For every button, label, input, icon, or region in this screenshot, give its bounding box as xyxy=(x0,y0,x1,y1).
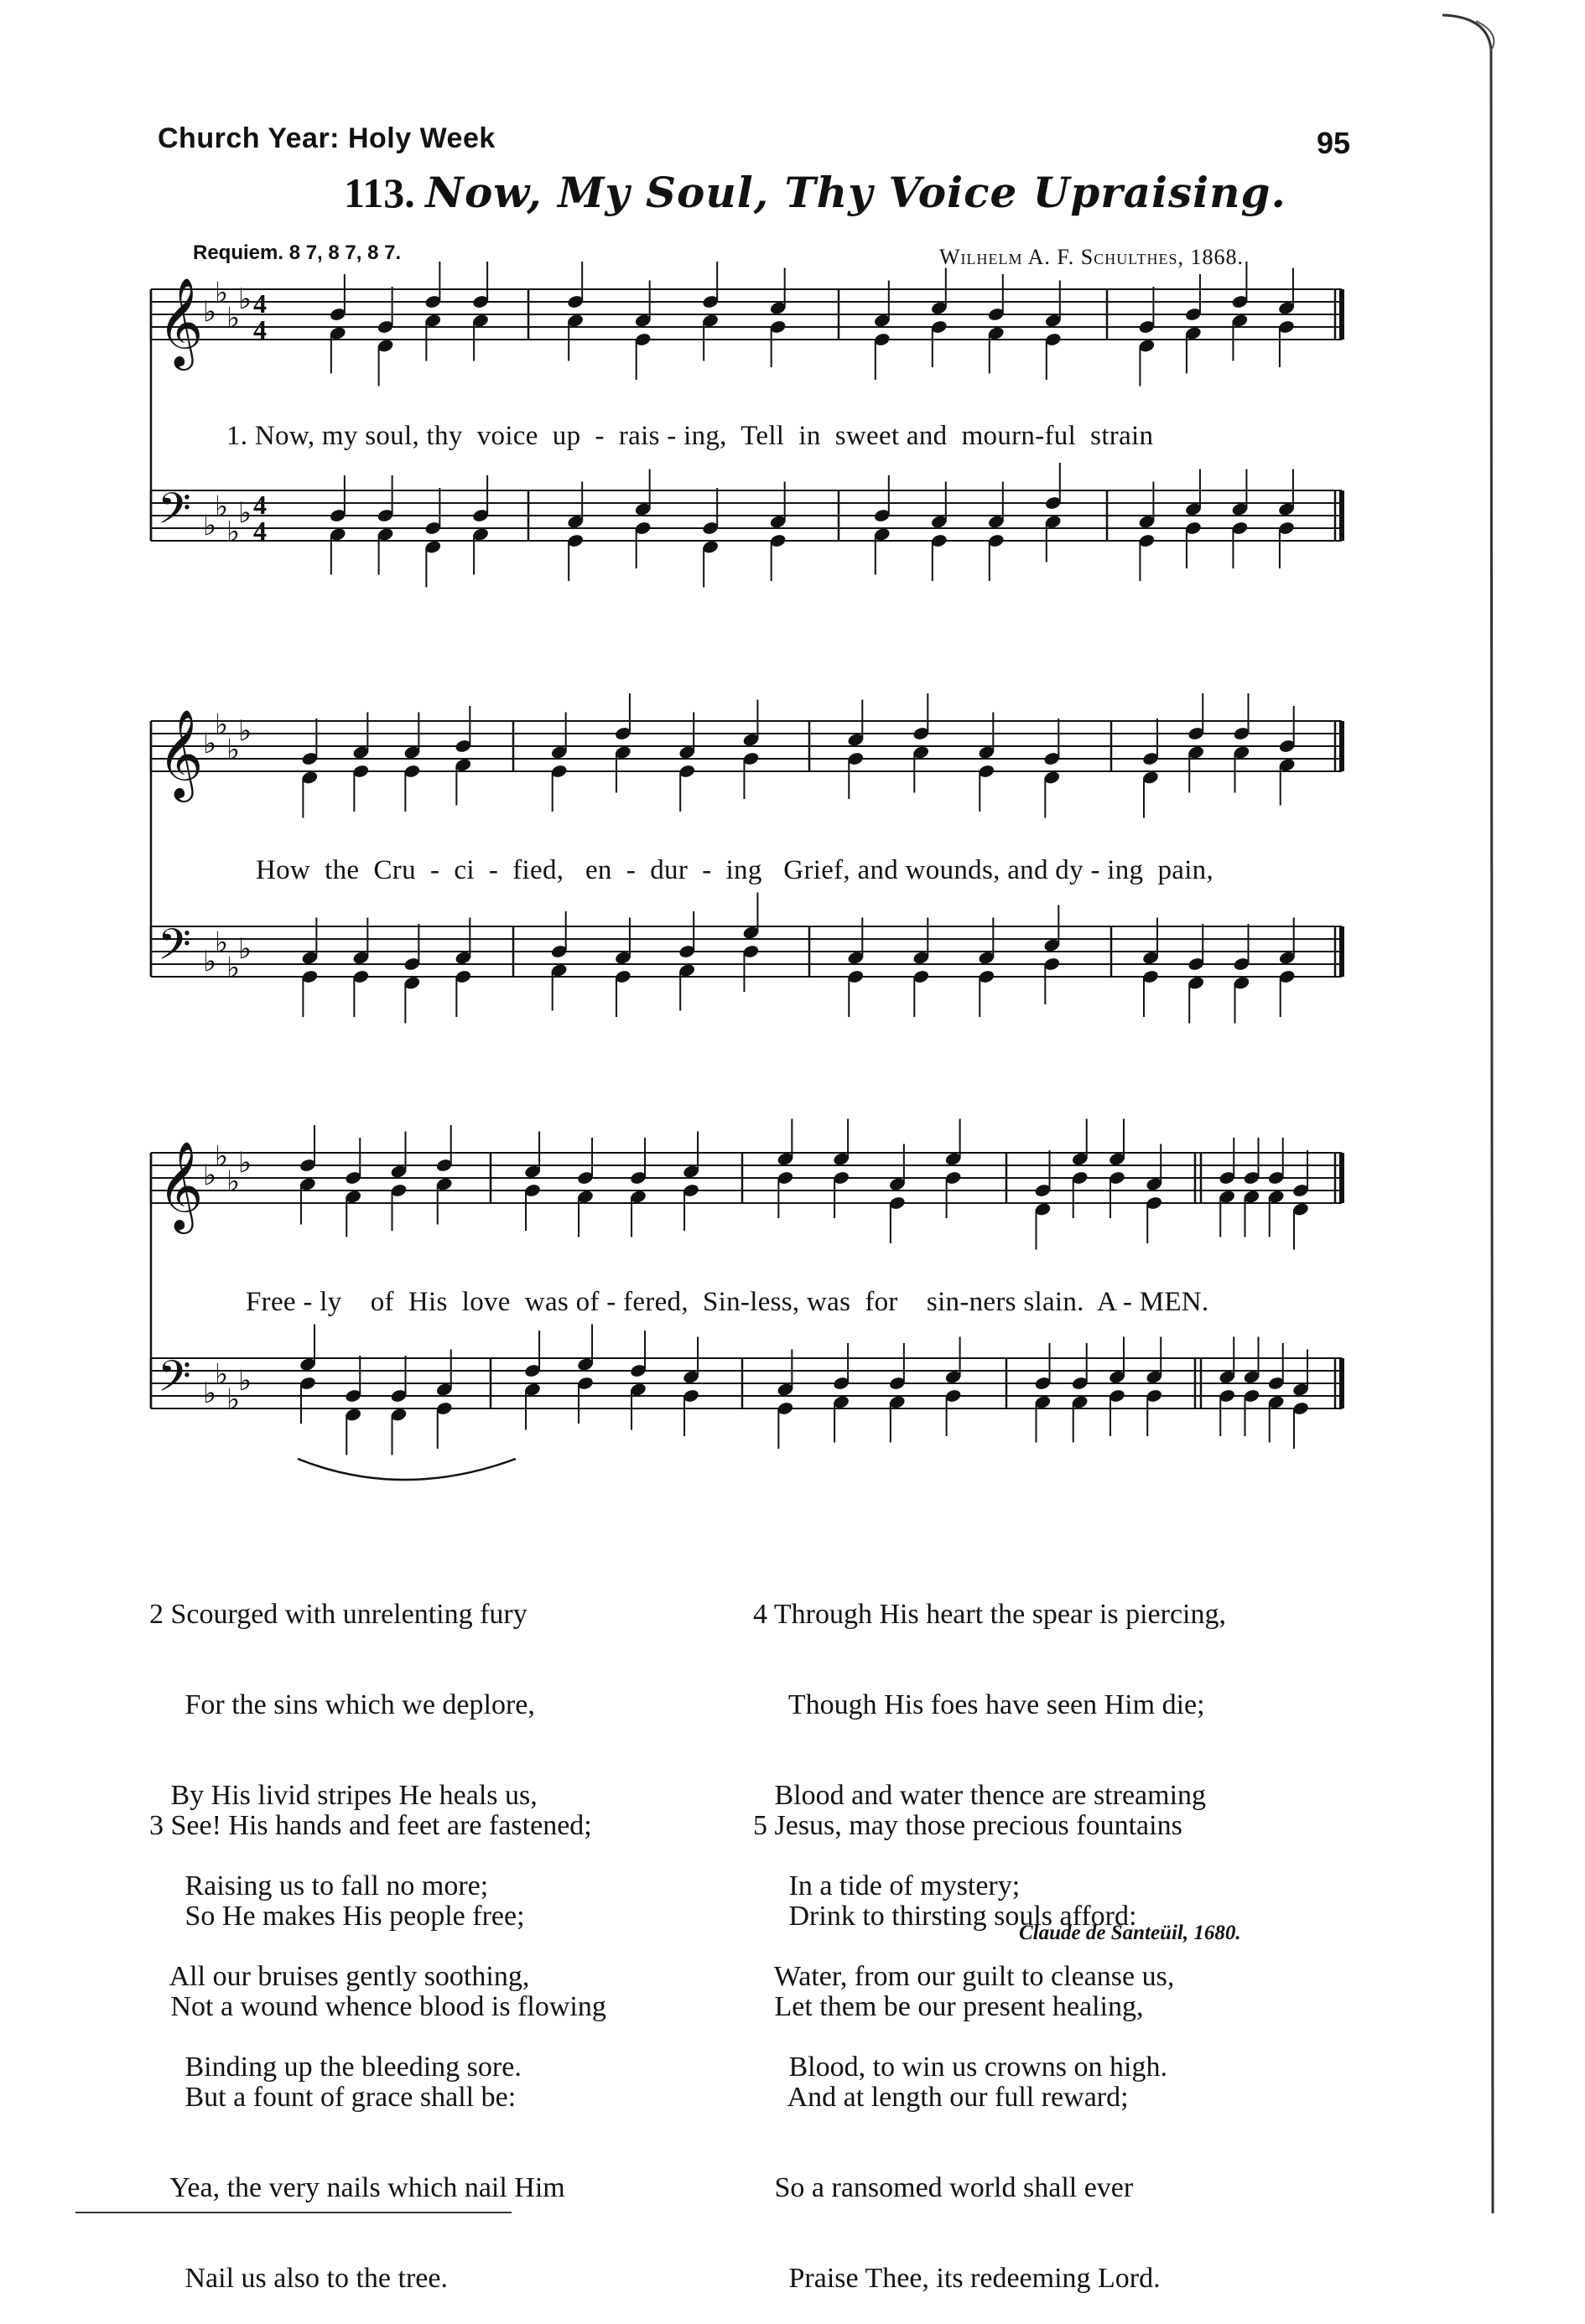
stanza-5 xyxy=(753,1751,1182,2324)
flat-icon: ♭ xyxy=(238,1146,252,1180)
flat-icon: ♭ xyxy=(203,295,217,329)
stanza-line: Yea, the very nails which nail Him xyxy=(149,2172,565,2203)
stanza-line: Binding up the bleeding sore. xyxy=(149,2052,522,2083)
stanza-line: Praise Thee, its redeeming Lord. xyxy=(753,2263,1161,2294)
flat-icon: ♭ xyxy=(203,509,217,542)
stanza-line: All our bruises gently soothing, xyxy=(149,1961,530,1992)
stanza-line: Let them be our present healing, xyxy=(753,1991,1144,2022)
flat-icon: ♭ xyxy=(203,1377,217,1410)
flat-icon: ♭ xyxy=(226,733,241,767)
flat-icon: ♭ xyxy=(238,1364,252,1398)
page-number: 95 xyxy=(1317,126,1351,160)
stanza-line: Drink to thirsting souls afford: xyxy=(753,1901,1137,1932)
stanza-3 xyxy=(149,1751,606,2324)
stanza-line: By His livid stripes He heals us, xyxy=(149,1780,538,1811)
stanza-line: 3 See! His hands and feet are fastened; xyxy=(149,1810,592,1841)
flat-icon: ♭ xyxy=(238,283,252,316)
flat-icon: ♭ xyxy=(215,490,229,524)
flat-icon: ♭ xyxy=(215,926,229,960)
stanza-line: Nail us also to the tree. xyxy=(149,2263,448,2294)
hymn-title-text: Now, My Soul, Thy Voice Upraising. xyxy=(425,168,1286,217)
lyric-line-2: How the Cru - ci - fied, en - dur - ing Grief, and wounds, and dy - ing pain, xyxy=(256,855,1214,885)
tune-meter: Requiem. 8 7, 8 7, 8 7. xyxy=(193,241,402,264)
time-signature: 4 xyxy=(253,314,267,345)
treble-clef-icon: 𝄞 xyxy=(158,708,204,798)
bass-notes xyxy=(329,463,1295,588)
stanza-line: So He makes His people free; xyxy=(149,1901,525,1932)
bass-notes xyxy=(299,1325,1309,1455)
lyric-line-1: 1. Now, my soul, thy voice up - rais - ing, Tell in sweet and mourn-ful strain xyxy=(226,421,1154,451)
flat-icon: ♭ xyxy=(226,1165,241,1199)
stanza-line: 4 Through His heart the spear is piercing, xyxy=(753,1599,1227,1630)
treble-notes xyxy=(299,1119,1309,1250)
treble-notes xyxy=(301,693,1297,818)
composer-credit: Wilhelm A. F. Schulthes, 1868. xyxy=(939,245,1245,269)
stanza-line: But a fount of grace shall be: xyxy=(149,2082,517,2113)
stanza-line: So a ransomed world shall ever xyxy=(753,2172,1134,2203)
bottom-rule xyxy=(75,2212,512,2213)
bass-clef-icon: 𝄢 xyxy=(158,1351,191,1412)
flat-icon: ♭ xyxy=(238,496,252,530)
stanza-line: Not a wound whence blood is flowing xyxy=(149,1991,606,2022)
bass-clef-icon: 𝄢 xyxy=(158,919,191,980)
stanza-line: Though His foes have seen Him die; xyxy=(753,1689,1205,1720)
bass-notes xyxy=(301,893,1297,1024)
flat-icon: ♭ xyxy=(215,708,229,742)
stanza-line: Raising us to fall no more; xyxy=(149,1870,489,1901)
time-signature: 4 xyxy=(253,490,267,520)
flat-icon: ♭ xyxy=(203,1159,217,1192)
stanza-line: Blood and water thence are streaming xyxy=(753,1780,1207,1811)
time-signature: 4 xyxy=(253,288,267,319)
text-author: Claude de Santeüil, 1680. xyxy=(1019,1922,1241,1944)
stanza-line: Blood, to win us crowns on high. xyxy=(753,2052,1167,2083)
flat-icon: ♭ xyxy=(203,727,217,760)
flat-icon: ♭ xyxy=(238,714,252,748)
treble-notes xyxy=(329,262,1295,386)
flat-icon: ♭ xyxy=(203,945,217,978)
section-heading: Church Year: Holy Week xyxy=(158,122,496,154)
stanza-line: 2 Scourged with unrelenting fury xyxy=(149,1599,527,1630)
bass-staff xyxy=(151,483,1342,549)
lyric-line-3: Free - ly of His love was of - fered, Sin-less, was for sin-ners slain. A - MEN. xyxy=(246,1287,1209,1317)
stanza-line: And at length our full reward; xyxy=(753,2082,1129,2113)
stanza-line: Water, from our guilt to cleanse us, xyxy=(753,1961,1175,1992)
treble-staff xyxy=(151,1140,1342,1235)
flat-icon: ♭ xyxy=(226,515,241,549)
treble-clef-icon: 𝄞 xyxy=(158,1140,204,1230)
flat-icon: ♭ xyxy=(226,301,241,335)
flat-icon: ♭ xyxy=(226,951,241,985)
treble-clef-icon: 𝄞 xyxy=(158,277,204,366)
flat-icon: ♭ xyxy=(215,1357,229,1392)
stanza-line: For the sins which we deplore, xyxy=(149,1689,535,1720)
flat-icon: ♭ xyxy=(215,1139,229,1174)
flat-icon: ♭ xyxy=(238,932,252,966)
stanza-line: In a tide of mystery; xyxy=(753,1870,1021,1901)
flat-icon: ♭ xyxy=(215,276,229,310)
bass-clef-icon: 𝄢 xyxy=(158,483,191,544)
flat-icon: ♭ xyxy=(226,1382,241,1417)
stanza-line: 5 Jesus, may those precious fountains xyxy=(753,1810,1182,1841)
bass-staff xyxy=(151,1351,1342,1417)
time-signature: 4 xyxy=(253,516,267,546)
hymn-number: 113. xyxy=(344,169,415,216)
treble-staff xyxy=(151,277,1342,371)
slur xyxy=(298,1459,516,1480)
